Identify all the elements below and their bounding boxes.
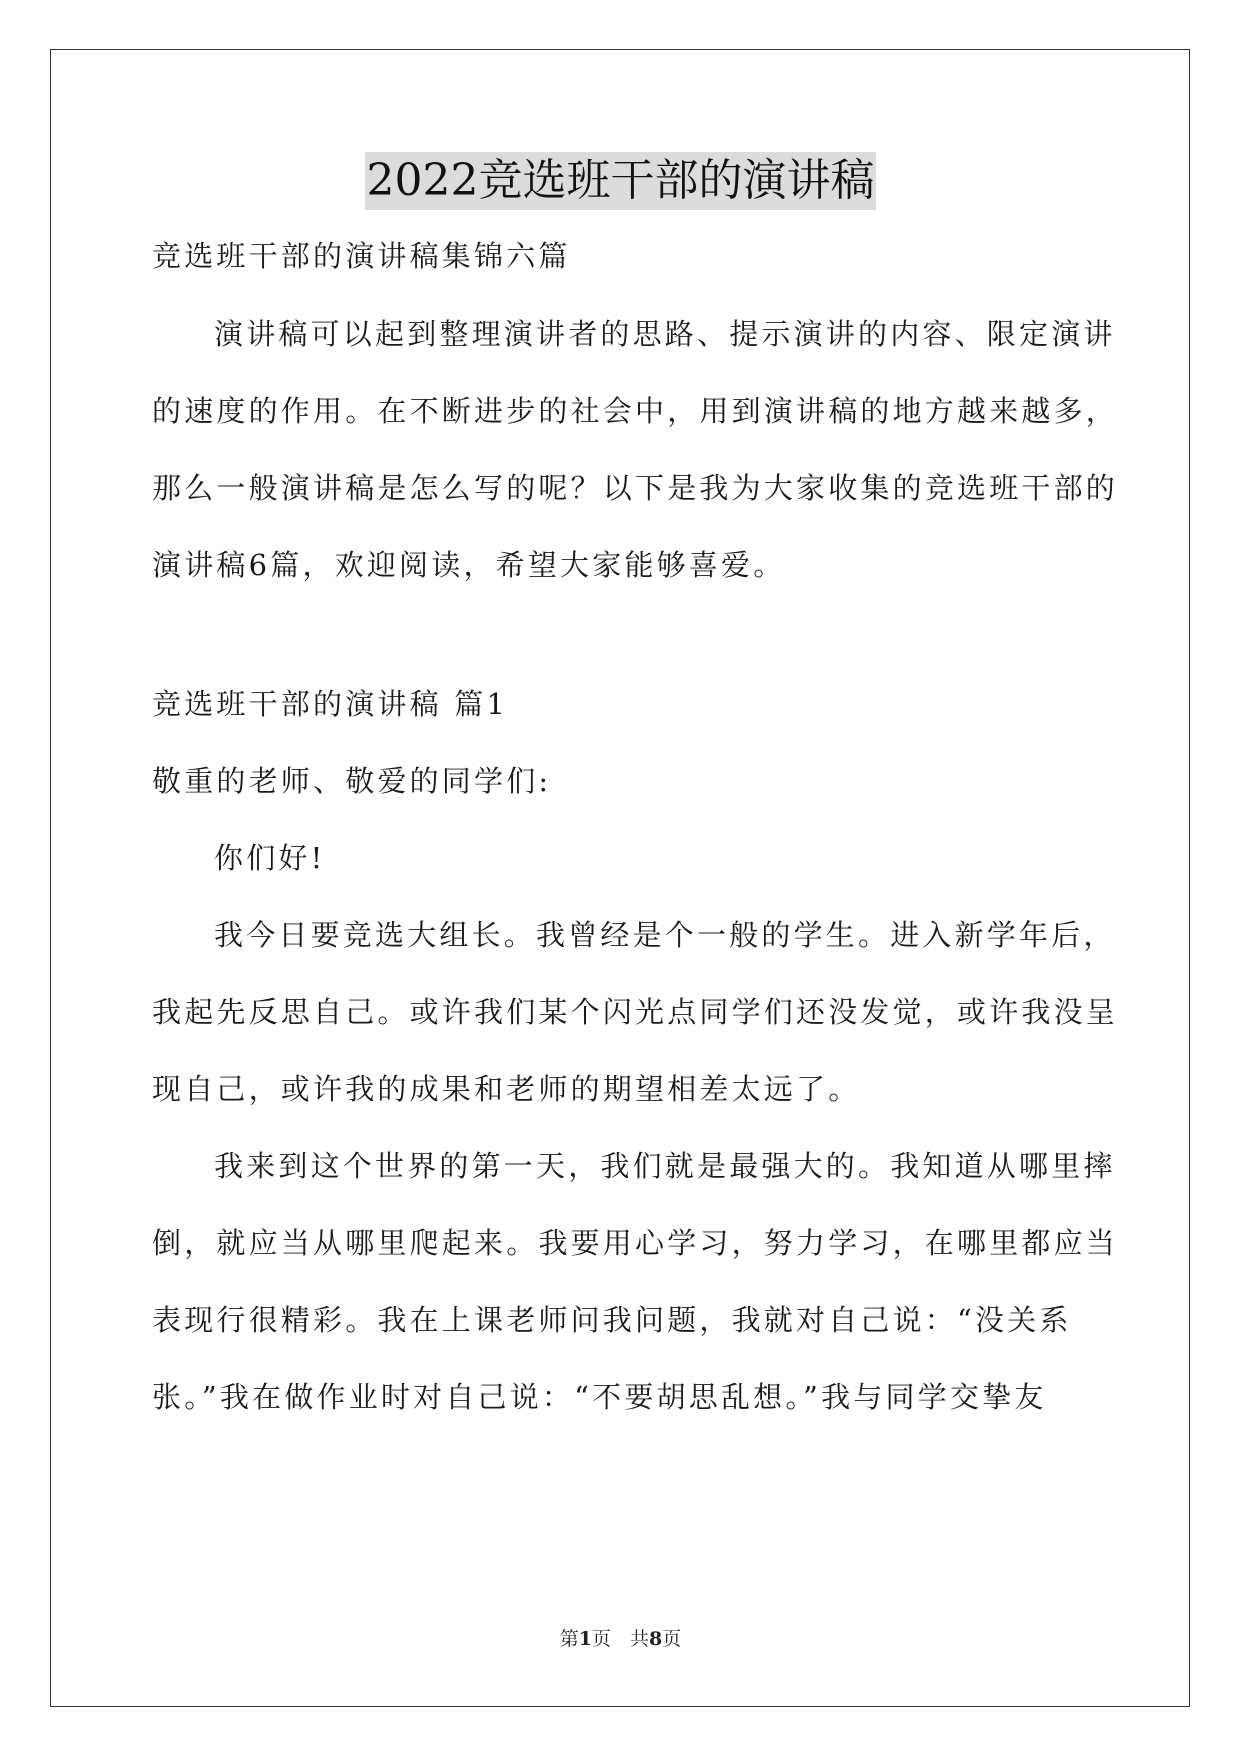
paragraph-line: 表现行很精彩。我在上课老师问我问题，我就对自己说：“没关系 <box>152 1303 1072 1337</box>
page-suffix: 页 <box>662 1628 682 1650</box>
paragraph-line: 我今日要竞选大组长。我曾经是个一般的学生。进入新学年后， <box>214 918 1116 952</box>
greeting: 你们好! <box>214 841 326 875</box>
page-total: 8 <box>649 1628 663 1650</box>
paragraph-line: 我来到这个世界的第一天，我们就是最强大的。我知道从哪里摔 <box>214 1149 1116 1183</box>
intro-line: 演讲稿可以起到整理演讲者的思路、提示演讲的内容、限定演讲 <box>214 317 1116 351</box>
page-prefix: 第 <box>559 1628 579 1650</box>
page-mid: 页 共 <box>591 1628 649 1650</box>
section-heading: 竞选班干部的演讲稿 篇1 <box>152 687 509 721</box>
intro-line: 的速度的作用。在不断进步的社会中，用到演讲稿的地方越来越多， <box>152 394 1119 428</box>
page-border <box>50 49 1190 1707</box>
paragraph-line: 我起先反思自己。或许我们某个闪光点同学们还没发觉，或许我没呈 <box>152 995 1119 1029</box>
document-title: 2022竞选班干部的演讲稿 <box>365 152 877 210</box>
page-footer <box>0 1626 1241 1652</box>
paragraph-line: 现自己，或许我的成果和老师的期望相差太远了。 <box>152 1072 861 1106</box>
intro-line: 演讲稿6篇，欢迎阅读，希望大家能够喜爱。 <box>152 548 786 582</box>
page-number: 1 <box>578 1628 592 1650</box>
intro-line: 那么一般演讲稿是怎么写的呢？以下是我为大家收集的竞选班干部的 <box>152 471 1119 505</box>
salutation: 敬重的老师、敬爱的同学们: <box>152 764 552 798</box>
paragraph-line: 张。”我在做作业时对自己说：“不要胡思乱想。”我与同学交挚友 <box>152 1380 1047 1414</box>
subtitle: 竞选班干部的演讲稿集锦六篇 <box>152 239 571 273</box>
title-wrap <box>0 152 1241 210</box>
paragraph-line: 倒，就应当从哪里爬起来。我要用心学习，努力学习，在哪里都应当 <box>152 1226 1119 1260</box>
